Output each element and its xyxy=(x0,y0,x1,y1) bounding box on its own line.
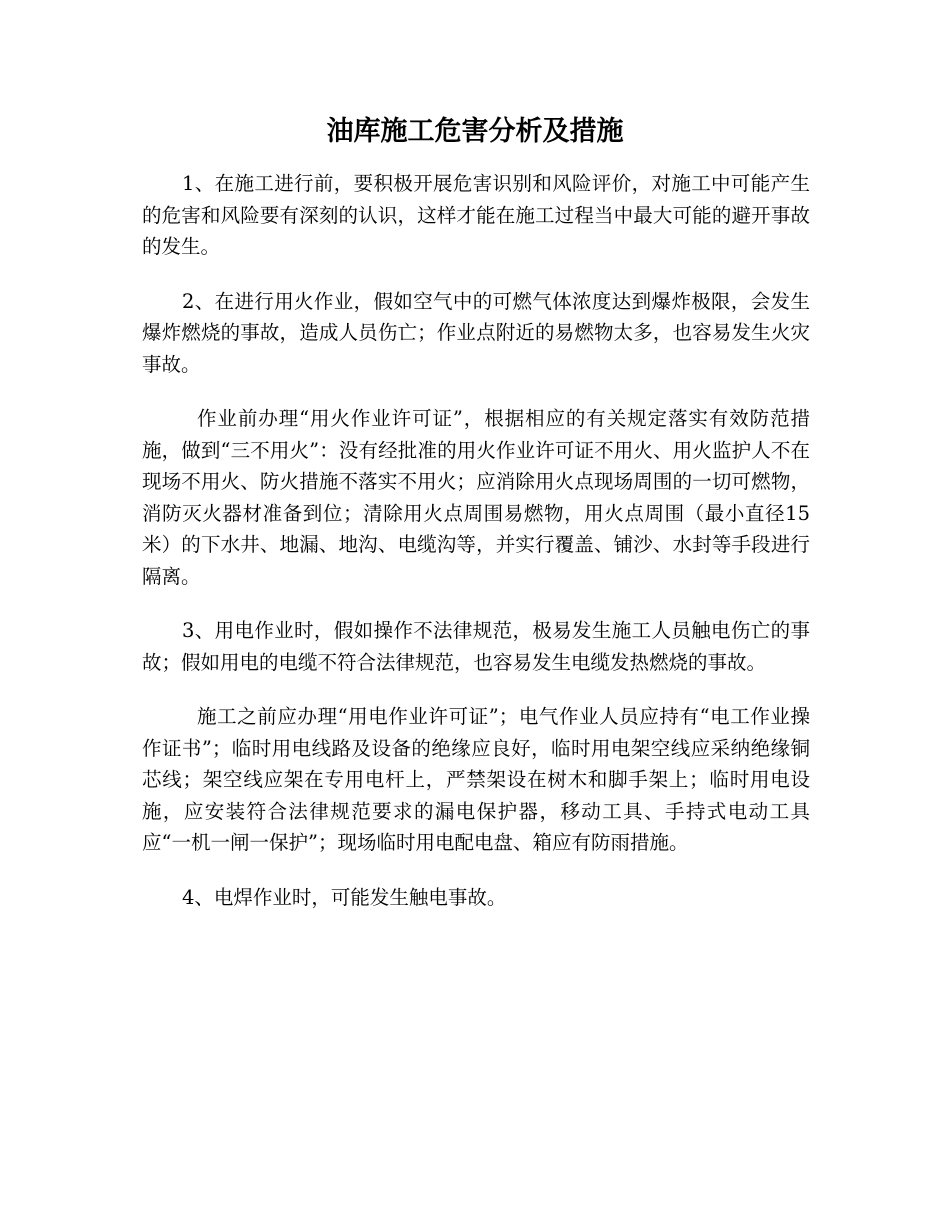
paragraph-5: 施工之前应办理“用电作业许可证”；电气作业人员应持有“电工作业操作证书”；临时用电线路及设备的绝缘应良好，临时用电架空线应采纳绝缘铜芯线；架空线应架在专用电杆上，严禁架设在树木和脚手架上；临时用电设施，应安装符合法律规范要求的漏电保护器，移动工具、手持式电动工具应“一机一闸一保护”；现场临时用电配电盘、箱应有防雨措施。 xyxy=(142,705,810,854)
paragraph-4: 3、用电作业时，假如操作不法律规范，极易发生施工人员触电伤亡的事故；假如用电的电缆不符合法律规范，也容易发生电缆发热燃烧的事故。 xyxy=(142,619,810,674)
document-body xyxy=(142,168,810,936)
paragraph-3: 作业前办理“用火作业许可证”，根据相应的有关规定落实有效防范措施，做到“三不用火”：没有经批准的用火作业许可证不用火、用火监护人不在现场不用火、防火措施不落实不用火；应消除用火点现场周围的一切可燃物，消防灭火器材准备到位；清除用火点周围易燃物，用火点周围（最小直径15米）的下水井、地漏、地沟、电缆沟等，并实行覆盖、铺沙、水封等手段进行隔离。 xyxy=(142,407,810,588)
paragraph-1: 1、在施工进行前，要积极开展危害识别和风险评价，对施工中可能产生的危害和风险要有深刻的认识，这样才能在施工过程当中最大可能的避开事故的发生。 xyxy=(142,172,810,258)
paragraph-2: 2、在进行用火作业，假如空气中的可燃气体浓度达到爆炸极限，会发生爆炸燃烧的事故，造成人员伤亡；作业点附近的易燃物太多，也容易发生火灾事故。 xyxy=(142,289,810,376)
document-title: 油库施工危害分析及措施 xyxy=(326,116,624,147)
paragraph-6: 4、电焊作业时，可能发生触电事故。 xyxy=(182,885,507,909)
